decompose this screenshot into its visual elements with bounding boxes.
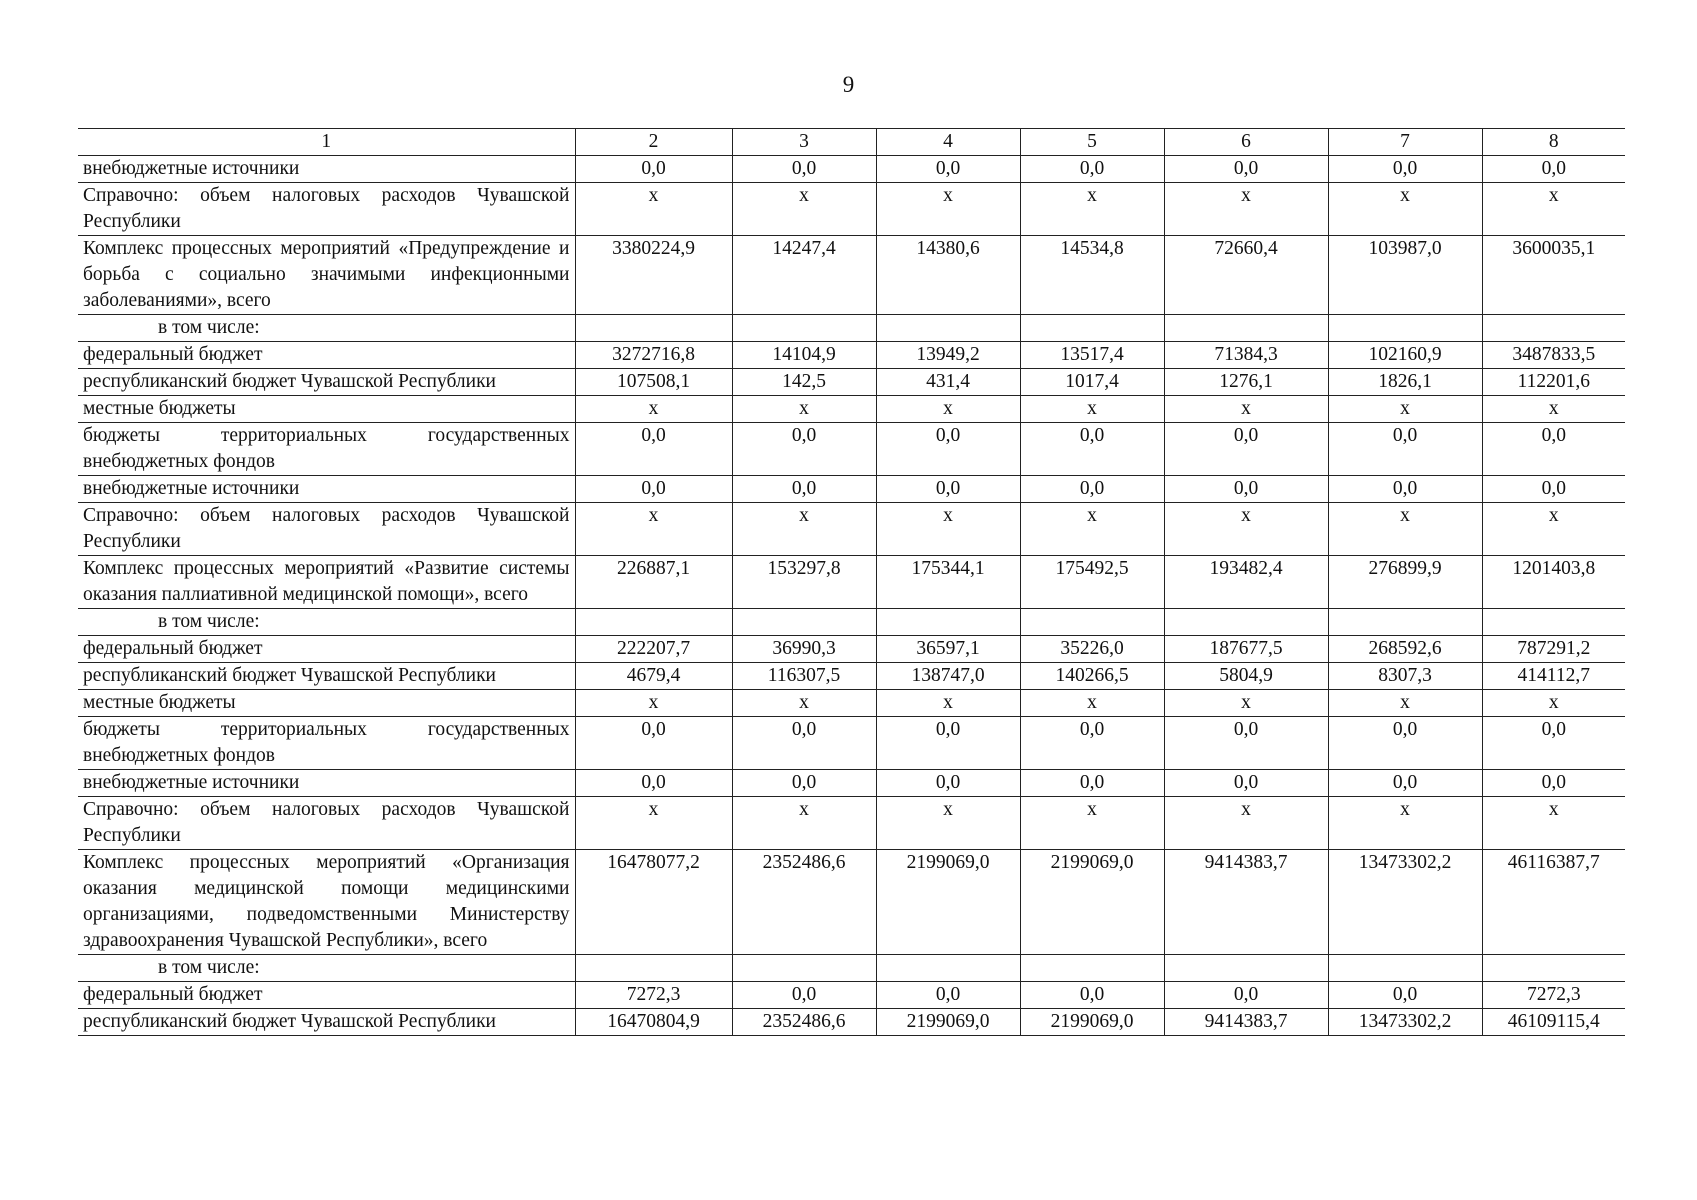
- table-row: [78, 476, 1625, 503]
- value-cell: 0,0: [1482, 717, 1625, 770]
- value-cell: [575, 315, 732, 342]
- value-cell: x: [1020, 503, 1164, 556]
- value-cell: x: [1328, 183, 1482, 236]
- value-cell: x: [1482, 396, 1625, 423]
- value-cell: [1482, 955, 1625, 982]
- table-row: [78, 609, 1625, 636]
- row-label: федеральный бюджет: [78, 982, 575, 1009]
- value-cell: [1328, 315, 1482, 342]
- value-cell: 175492,5: [1020, 556, 1164, 609]
- value-cell: [1020, 315, 1164, 342]
- row-label: в том числе:: [78, 955, 575, 982]
- value-cell: x: [1164, 396, 1328, 423]
- value-cell: 35226,0: [1020, 636, 1164, 663]
- value-cell: [732, 315, 876, 342]
- value-cell: x: [1328, 503, 1482, 556]
- value-cell: 0,0: [1020, 717, 1164, 770]
- table-row: [78, 396, 1625, 423]
- value-cell: 13473302,2: [1328, 1009, 1482, 1036]
- table-row: [78, 955, 1625, 982]
- value-cell: 0,0: [1328, 156, 1482, 183]
- value-cell: 276899,9: [1328, 556, 1482, 609]
- value-cell: [1164, 955, 1328, 982]
- value-cell: 1201403,8: [1482, 556, 1625, 609]
- value-cell: 0,0: [876, 156, 1020, 183]
- value-cell: 0,0: [876, 476, 1020, 503]
- value-cell: x: [1020, 690, 1164, 717]
- value-cell: x: [876, 396, 1020, 423]
- value-cell: 0,0: [1328, 982, 1482, 1009]
- value-cell: x: [1328, 797, 1482, 850]
- value-cell: 0,0: [876, 717, 1020, 770]
- row-label: бюджеты территориальных государственных внебюджетных фондов: [78, 717, 575, 770]
- value-cell: 222207,7: [575, 636, 732, 663]
- value-cell: 7272,3: [575, 982, 732, 1009]
- value-cell: x: [1164, 797, 1328, 850]
- value-cell: 3600035,1: [1482, 236, 1625, 315]
- value-cell: 0,0: [732, 156, 876, 183]
- row-label: республиканский бюджет Чувашской Республики: [78, 663, 575, 690]
- value-cell: 0,0: [1328, 770, 1482, 797]
- value-cell: x: [575, 690, 732, 717]
- table-row: [78, 183, 1625, 236]
- page-number: 9: [842, 72, 855, 97]
- value-cell: 2199069,0: [1020, 850, 1164, 955]
- table-row: [78, 423, 1625, 476]
- value-cell: x: [876, 503, 1020, 556]
- value-cell: x: [1020, 797, 1164, 850]
- value-cell: 72660,4: [1164, 236, 1328, 315]
- value-cell: 2199069,0: [876, 1009, 1020, 1036]
- value-cell: [575, 955, 732, 982]
- value-cell: 0,0: [1328, 423, 1482, 476]
- value-cell: x: [876, 183, 1020, 236]
- value-cell: [732, 609, 876, 636]
- row-label: внебюджетные источники: [78, 476, 575, 503]
- value-cell: 0,0: [876, 423, 1020, 476]
- table-row: [78, 663, 1625, 690]
- value-cell: 0,0: [732, 770, 876, 797]
- value-cell: [1020, 609, 1164, 636]
- row-label: Комплекс процессных мероприятий «Развитие системы оказания паллиативной медицинской помощи», всего: [78, 556, 575, 609]
- table-row: [78, 556, 1625, 609]
- value-cell: 0,0: [732, 423, 876, 476]
- value-cell: 13473302,2: [1328, 850, 1482, 955]
- value-cell: x: [1482, 797, 1625, 850]
- value-cell: 8307,3: [1328, 663, 1482, 690]
- value-cell: 36990,3: [732, 636, 876, 663]
- value-cell: 0,0: [1482, 156, 1625, 183]
- value-cell: 13517,4: [1020, 342, 1164, 369]
- value-cell: 187677,5: [1164, 636, 1328, 663]
- row-label: в том числе:: [78, 315, 575, 342]
- value-cell: 102160,9: [1328, 342, 1482, 369]
- row-label: местные бюджеты: [78, 396, 575, 423]
- table-row: [78, 982, 1625, 1009]
- table-row: [78, 636, 1625, 663]
- value-cell: 46109115,4: [1482, 1009, 1625, 1036]
- column-number: 6: [1164, 129, 1328, 156]
- column-number: 1: [78, 129, 575, 156]
- value-cell: x: [732, 797, 876, 850]
- value-cell: 3380224,9: [575, 236, 732, 315]
- row-label: республиканский бюджет Чувашской Республики: [78, 1009, 575, 1036]
- table-row: [78, 156, 1625, 183]
- value-cell: 0,0: [1328, 476, 1482, 503]
- value-cell: 138747,0: [876, 663, 1020, 690]
- value-cell: 414112,7: [1482, 663, 1625, 690]
- value-cell: 4679,4: [575, 663, 732, 690]
- value-cell: 0,0: [1020, 156, 1164, 183]
- value-cell: 0,0: [1020, 476, 1164, 503]
- value-cell: 13949,2: [876, 342, 1020, 369]
- value-cell: 14380,6: [876, 236, 1020, 315]
- value-cell: 0,0: [575, 423, 732, 476]
- value-cell: 7272,3: [1482, 982, 1625, 1009]
- column-number-row: [78, 129, 1625, 156]
- row-label: местные бюджеты: [78, 690, 575, 717]
- table-row: [78, 503, 1625, 556]
- value-cell: 226887,1: [575, 556, 732, 609]
- value-cell: 0,0: [1164, 476, 1328, 503]
- value-cell: 0,0: [732, 476, 876, 503]
- value-cell: 0,0: [575, 156, 732, 183]
- value-cell: x: [1328, 396, 1482, 423]
- value-cell: x: [1328, 690, 1482, 717]
- value-cell: 2352486,6: [732, 1009, 876, 1036]
- value-cell: x: [575, 183, 732, 236]
- value-cell: 14104,9: [732, 342, 876, 369]
- row-label: Комплекс процессных мероприятий «Предупреждение и борьба с социально значимыми инфекционными заболеваниями», всего: [78, 236, 575, 315]
- value-cell: 1017,4: [1020, 369, 1164, 396]
- column-number: 5: [1020, 129, 1164, 156]
- value-cell: 107508,1: [575, 369, 732, 396]
- value-cell: 36597,1: [876, 636, 1020, 663]
- value-cell: [1328, 955, 1482, 982]
- value-cell: 0,0: [876, 982, 1020, 1009]
- value-cell: [1164, 315, 1328, 342]
- row-label: внебюджетные источники: [78, 156, 575, 183]
- value-cell: 0,0: [1020, 770, 1164, 797]
- table-row: [78, 342, 1625, 369]
- value-cell: x: [1482, 690, 1625, 717]
- table-row: [78, 369, 1625, 396]
- value-cell: 0,0: [1164, 156, 1328, 183]
- value-cell: x: [575, 503, 732, 556]
- value-cell: 0,0: [575, 717, 732, 770]
- value-cell: [732, 955, 876, 982]
- value-cell: x: [1164, 183, 1328, 236]
- value-cell: 16470804,9: [575, 1009, 732, 1036]
- value-cell: x: [575, 797, 732, 850]
- row-label: республиканский бюджет Чувашской Республики: [78, 369, 575, 396]
- value-cell: 46116387,7: [1482, 850, 1625, 955]
- row-label: бюджеты территориальных государственных внебюджетных фондов: [78, 423, 575, 476]
- column-number: 2: [575, 129, 732, 156]
- value-cell: 2352486,6: [732, 850, 876, 955]
- table-row: [78, 236, 1625, 315]
- value-cell: x: [876, 690, 1020, 717]
- value-cell: x: [732, 396, 876, 423]
- row-label: внебюджетные источники: [78, 770, 575, 797]
- value-cell: 0,0: [1164, 982, 1328, 1009]
- value-cell: 0,0: [1482, 476, 1625, 503]
- value-cell: [876, 315, 1020, 342]
- table-row: [78, 315, 1625, 342]
- value-cell: [1482, 315, 1625, 342]
- value-cell: 140266,5: [1020, 663, 1164, 690]
- value-cell: x: [1482, 503, 1625, 556]
- value-cell: x: [1164, 690, 1328, 717]
- value-cell: 71384,3: [1164, 342, 1328, 369]
- row-label: Справочно: объем налоговых расходов Чувашской Республики: [78, 797, 575, 850]
- value-cell: x: [575, 396, 732, 423]
- table-row: [78, 1009, 1625, 1036]
- value-cell: 0,0: [575, 770, 732, 797]
- value-cell: 153297,8: [732, 556, 876, 609]
- value-cell: x: [732, 690, 876, 717]
- value-cell: 0,0: [1164, 423, 1328, 476]
- value-cell: [575, 609, 732, 636]
- row-label: в том числе:: [78, 609, 575, 636]
- value-cell: [876, 955, 1020, 982]
- column-number: 4: [876, 129, 1020, 156]
- value-cell: 431,4: [876, 369, 1020, 396]
- value-cell: 142,5: [732, 369, 876, 396]
- value-cell: 9414383,7: [1164, 850, 1328, 955]
- value-cell: 0,0: [1020, 982, 1164, 1009]
- value-cell: [1482, 609, 1625, 636]
- value-cell: 0,0: [1164, 717, 1328, 770]
- value-cell: 14247,4: [732, 236, 876, 315]
- value-cell: [876, 609, 1020, 636]
- value-cell: 0,0: [575, 476, 732, 503]
- value-cell: 116307,5: [732, 663, 876, 690]
- value-cell: 9414383,7: [1164, 1009, 1328, 1036]
- value-cell: 2199069,0: [1020, 1009, 1164, 1036]
- row-label: федеральный бюджет: [78, 342, 575, 369]
- value-cell: x: [732, 503, 876, 556]
- column-number: 8: [1482, 129, 1625, 156]
- value-cell: x: [1482, 183, 1625, 236]
- value-cell: x: [732, 183, 876, 236]
- value-cell: 1276,1: [1164, 369, 1328, 396]
- value-cell: x: [1164, 503, 1328, 556]
- value-cell: 787291,2: [1482, 636, 1625, 663]
- budget-table: [78, 128, 1625, 1036]
- value-cell: 0,0: [1020, 423, 1164, 476]
- value-cell: [1020, 955, 1164, 982]
- value-cell: 112201,6: [1482, 369, 1625, 396]
- value-cell: 175344,1: [876, 556, 1020, 609]
- table-row: [78, 850, 1625, 955]
- column-number: 7: [1328, 129, 1482, 156]
- table-row: [78, 717, 1625, 770]
- value-cell: 3487833,5: [1482, 342, 1625, 369]
- value-cell: x: [876, 797, 1020, 850]
- value-cell: [1164, 609, 1328, 636]
- table-row: [78, 797, 1625, 850]
- value-cell: 2199069,0: [876, 850, 1020, 955]
- value-cell: 0,0: [732, 982, 876, 1009]
- row-label: Справочно: объем налоговых расходов Чувашской Республики: [78, 503, 575, 556]
- value-cell: 0,0: [1328, 717, 1482, 770]
- value-cell: 268592,6: [1328, 636, 1482, 663]
- table-row: [78, 690, 1625, 717]
- value-cell: 0,0: [1482, 770, 1625, 797]
- value-cell: 193482,4: [1164, 556, 1328, 609]
- value-cell: 1826,1: [1328, 369, 1482, 396]
- value-cell: 0,0: [1164, 770, 1328, 797]
- value-cell: 5804,9: [1164, 663, 1328, 690]
- value-cell: [1328, 609, 1482, 636]
- value-cell: 103987,0: [1328, 236, 1482, 315]
- row-label: Комплекс процессных мероприятий «Организация оказания медицинской помощи медицинскими организациями, подведомственными Министерству здравоохранения Чувашской Республики», всего: [78, 850, 575, 955]
- value-cell: x: [1020, 396, 1164, 423]
- column-number: 3: [732, 129, 876, 156]
- value-cell: 0,0: [732, 717, 876, 770]
- value-cell: x: [1020, 183, 1164, 236]
- value-cell: 0,0: [876, 770, 1020, 797]
- table-row: [78, 770, 1625, 797]
- value-cell: 14534,8: [1020, 236, 1164, 315]
- row-label: федеральный бюджет: [78, 636, 575, 663]
- value-cell: 0,0: [1482, 423, 1625, 476]
- value-cell: 16478077,2: [575, 850, 732, 955]
- row-label: Справочно: объем налоговых расходов Чувашской Республики: [78, 183, 575, 236]
- value-cell: 3272716,8: [575, 342, 732, 369]
